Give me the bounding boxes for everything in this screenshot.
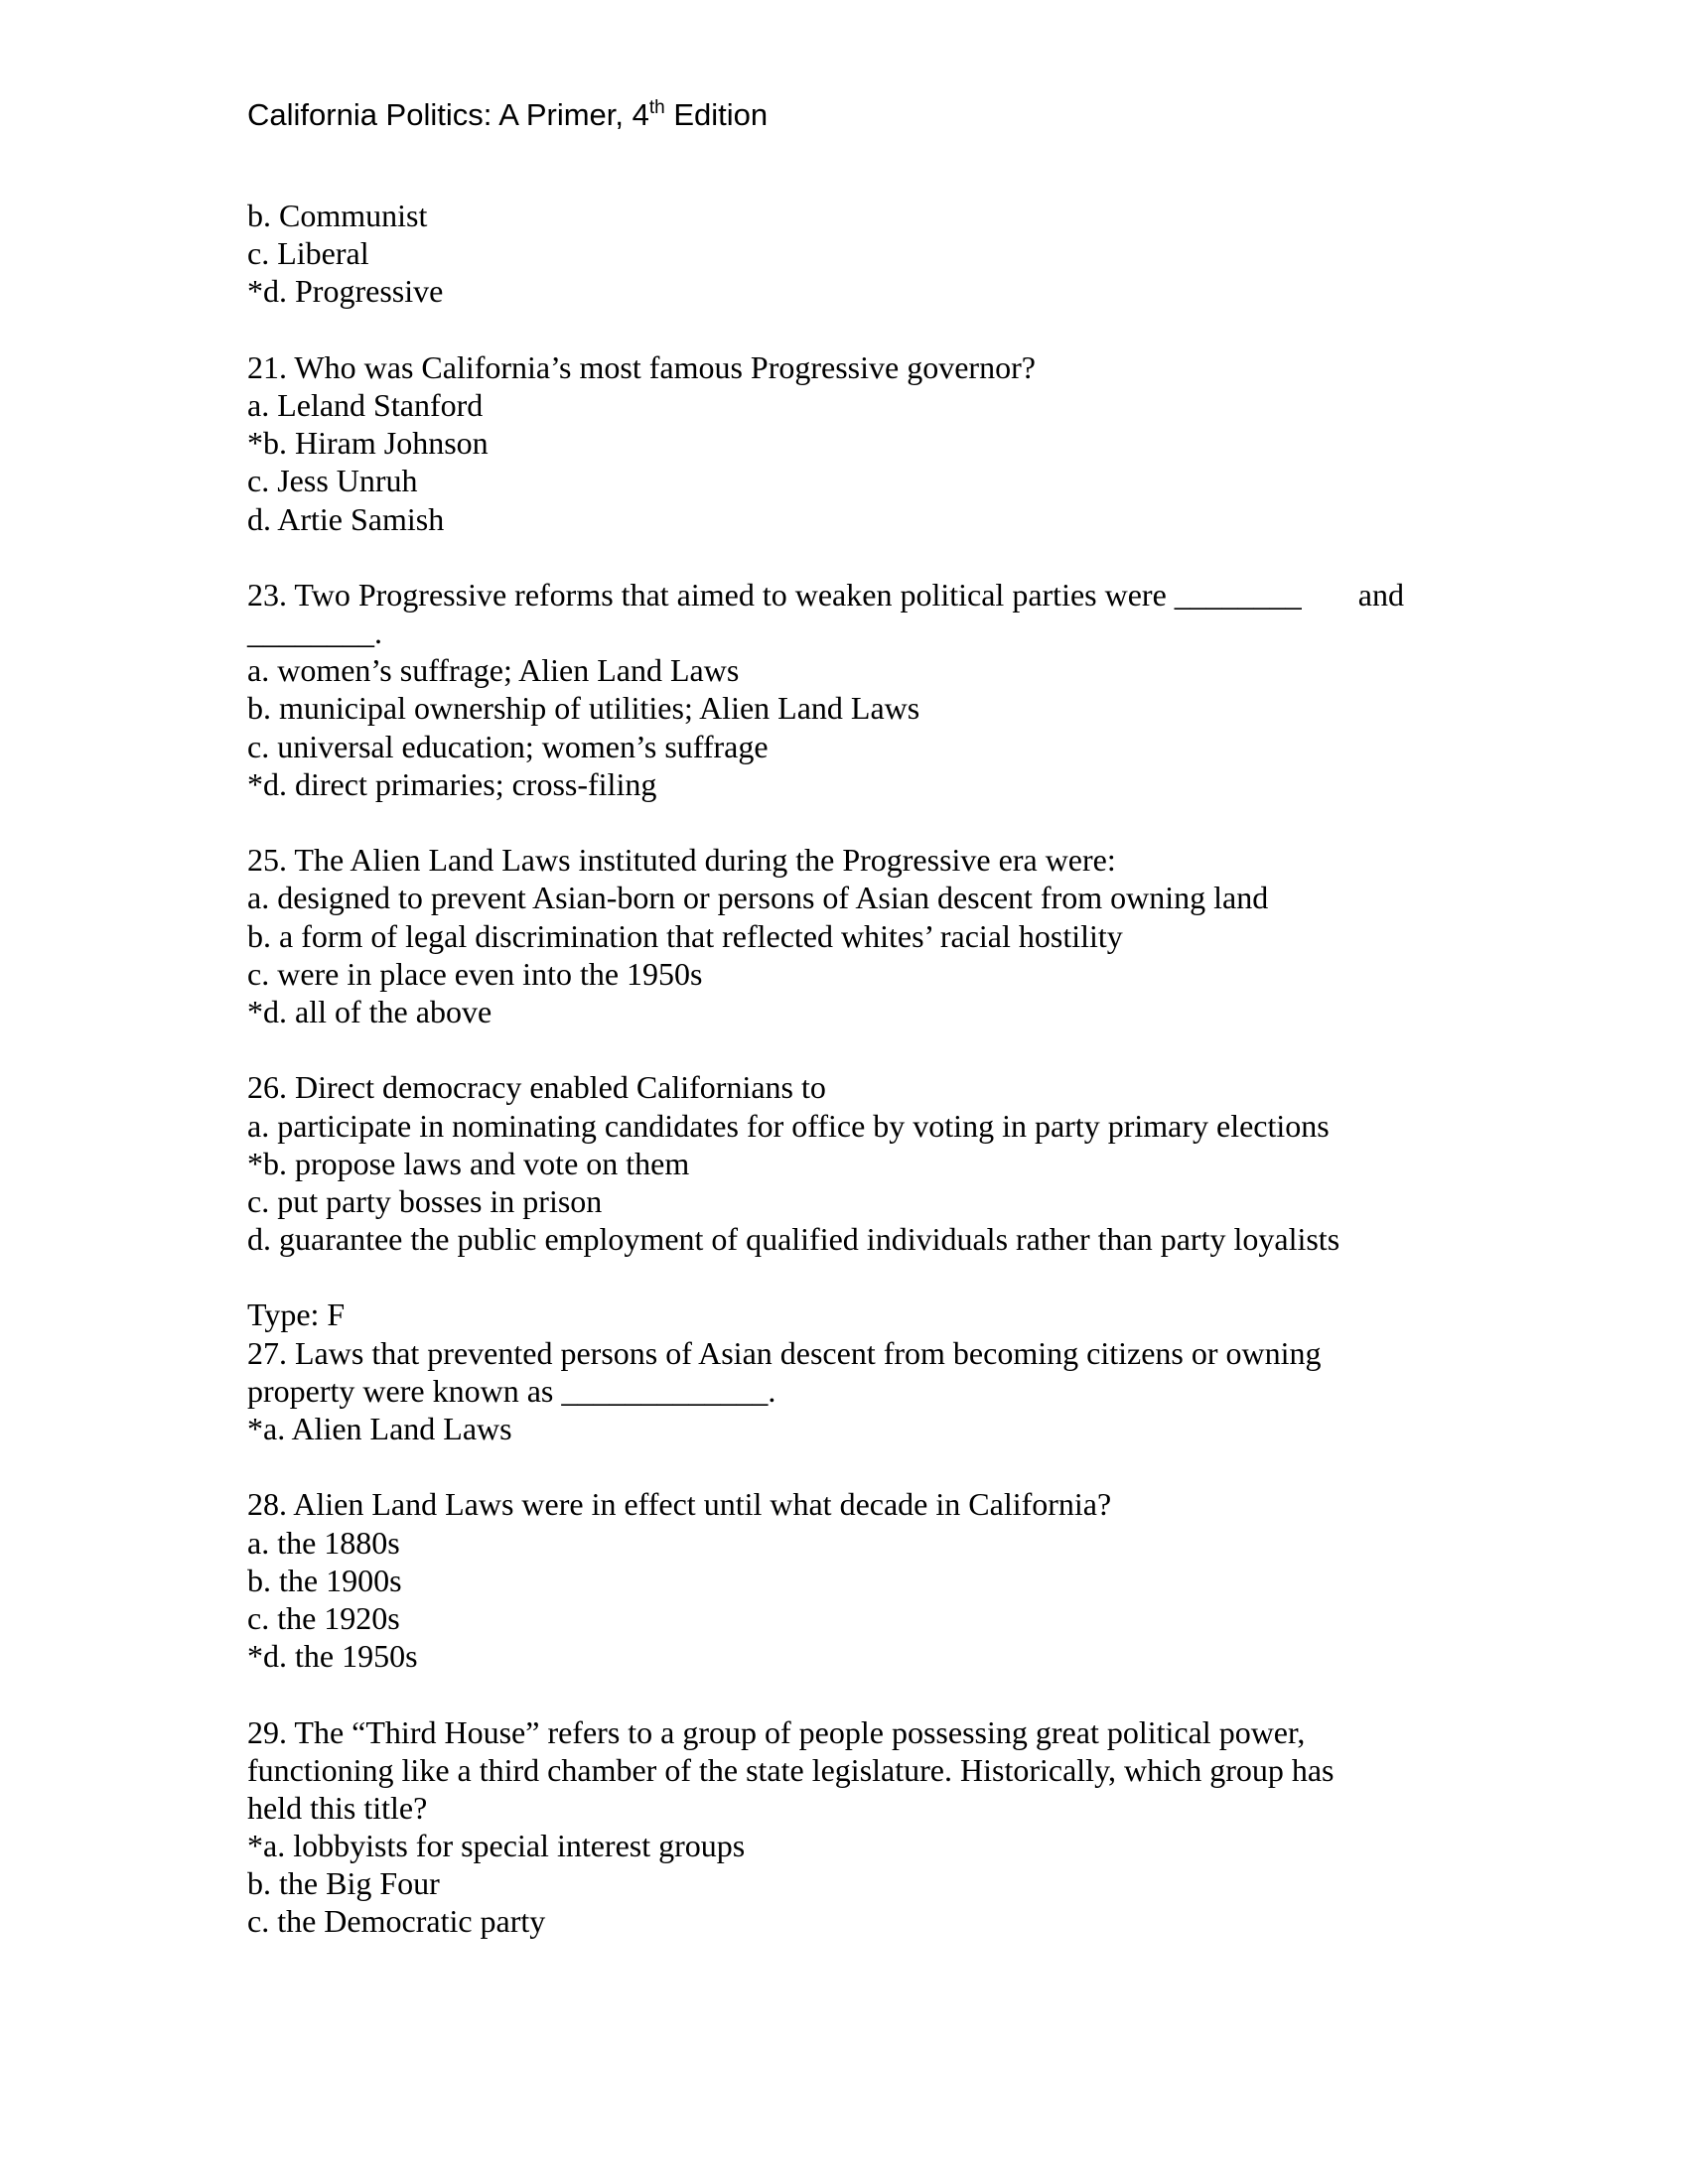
question-prompt: 25. The Alien Land Laws instituted during the Progressive era were:	[247, 842, 1116, 879]
answer-option-correct: *d. Progressive	[247, 273, 444, 310]
question-28-block	[247, 1485, 1439, 1675]
spacer	[247, 1447, 1439, 1485]
header-title-edition: Edition	[664, 97, 769, 132]
question-prompt: 26. Direct democracy enabled Californians to	[247, 1069, 826, 1106]
answer-option: a. participate in nominating candidates for office by voting in party primary elections	[247, 1107, 1330, 1144]
answer-option-correct: *b. propose laws and vote on them	[247, 1145, 690, 1181]
answer-option: c. the 1920s	[247, 1599, 400, 1636]
answer-option: c. put party bosses in prison	[247, 1182, 603, 1219]
question-20-block	[247, 197, 1439, 311]
question-prompt-right: and	[1357, 576, 1404, 613]
answer-option: c. the Democratic party	[247, 1903, 546, 1940]
answer-option: d. Artie Samish	[247, 500, 445, 537]
answer-option-correct: *d. direct primaries; cross-filing	[247, 765, 657, 802]
question-prompt-continued: held this title?	[247, 1789, 428, 1826]
page-header	[247, 95, 768, 135]
question-26-block	[247, 1068, 1439, 1258]
answer-option: b. the 1900s	[247, 1562, 402, 1598]
answer-option-correct: *a. lobbyists for special interest groups	[247, 1828, 746, 1864]
spacer	[247, 803, 1439, 841]
question-prompt: 28. Alien Land Laws were in effect until what decade in California?	[247, 1486, 1112, 1523]
answer-option-correct: *a. Alien Land Laws	[247, 1411, 512, 1446]
question-25-block	[247, 841, 1439, 1030]
answer-option: a. the 1880s	[247, 1524, 400, 1561]
spacer	[247, 1030, 1439, 1068]
answer-option: b. Communist	[247, 198, 428, 233]
answer-option: c. were in place even into the 1950s	[247, 955, 703, 992]
answer-option: c. Liberal	[247, 235, 369, 272]
answer-option: b. municipal ownership of utilities; Alien Land Laws	[247, 690, 920, 727]
spacer	[247, 538, 1439, 576]
question-type: Type: F	[247, 1297, 346, 1333]
question-prompt-continued: functioning like a third chamber of the state legislature. Historically, which group has	[247, 1751, 1335, 1788]
answer-option-correct: *d. all of the above	[247, 993, 492, 1029]
question-21-block	[247, 348, 1439, 538]
question-prompt: 27. Laws that prevented persons of Asian descent from becoming citizens or owning	[247, 1334, 1322, 1371]
answer-option: a. designed to prevent Asian-born or persons of Asian descent from owning land	[247, 880, 1269, 916]
question-27-block	[247, 1296, 1439, 1447]
answer-option: c. universal education; women’s suffrage	[247, 728, 769, 764]
answer-option: a. Leland Stanford	[247, 386, 484, 423]
answer-option: d. guarantee the public employment of qualified individuals rather than party loyalists	[247, 1221, 1340, 1258]
answer-option: b. a form of legal discrimination that reflected whites’ racial hostility	[247, 917, 1123, 954]
question-23-block	[247, 576, 1439, 803]
spacer	[247, 311, 1439, 348]
question-29-block	[247, 1713, 1439, 1941]
answer-option-correct: *d. the 1950s	[247, 1638, 418, 1675]
question-prompt: 29. The “Third House” refers to a group of people possessing great political power,	[247, 1713, 1306, 1750]
header-title-text: California Politics: A Primer, 4	[247, 97, 649, 132]
answer-option: a. women’s suffrage; Alien Land Laws	[247, 652, 740, 689]
answer-option: b. the Big Four	[247, 1865, 440, 1902]
question-list	[247, 197, 1439, 1941]
spacer	[247, 1675, 1439, 1712]
answer-option-correct: *b. Hiram Johnson	[247, 425, 489, 462]
question-prompt-continued: property were known as _____________.	[247, 1372, 776, 1409]
header-superscript: th	[648, 97, 665, 118]
spacer	[247, 1258, 1439, 1296]
question-prompt: 21. Who was California’s most famous Progressive governor?	[247, 348, 1036, 385]
question-prompt	[247, 576, 1404, 614]
question-prompt-left: 23. Two Progressive reforms that aimed to weaken political parties were ________	[247, 576, 1302, 613]
question-prompt-continued: ________.	[247, 614, 382, 651]
answer-option: c. Jess Unruh	[247, 463, 418, 499]
